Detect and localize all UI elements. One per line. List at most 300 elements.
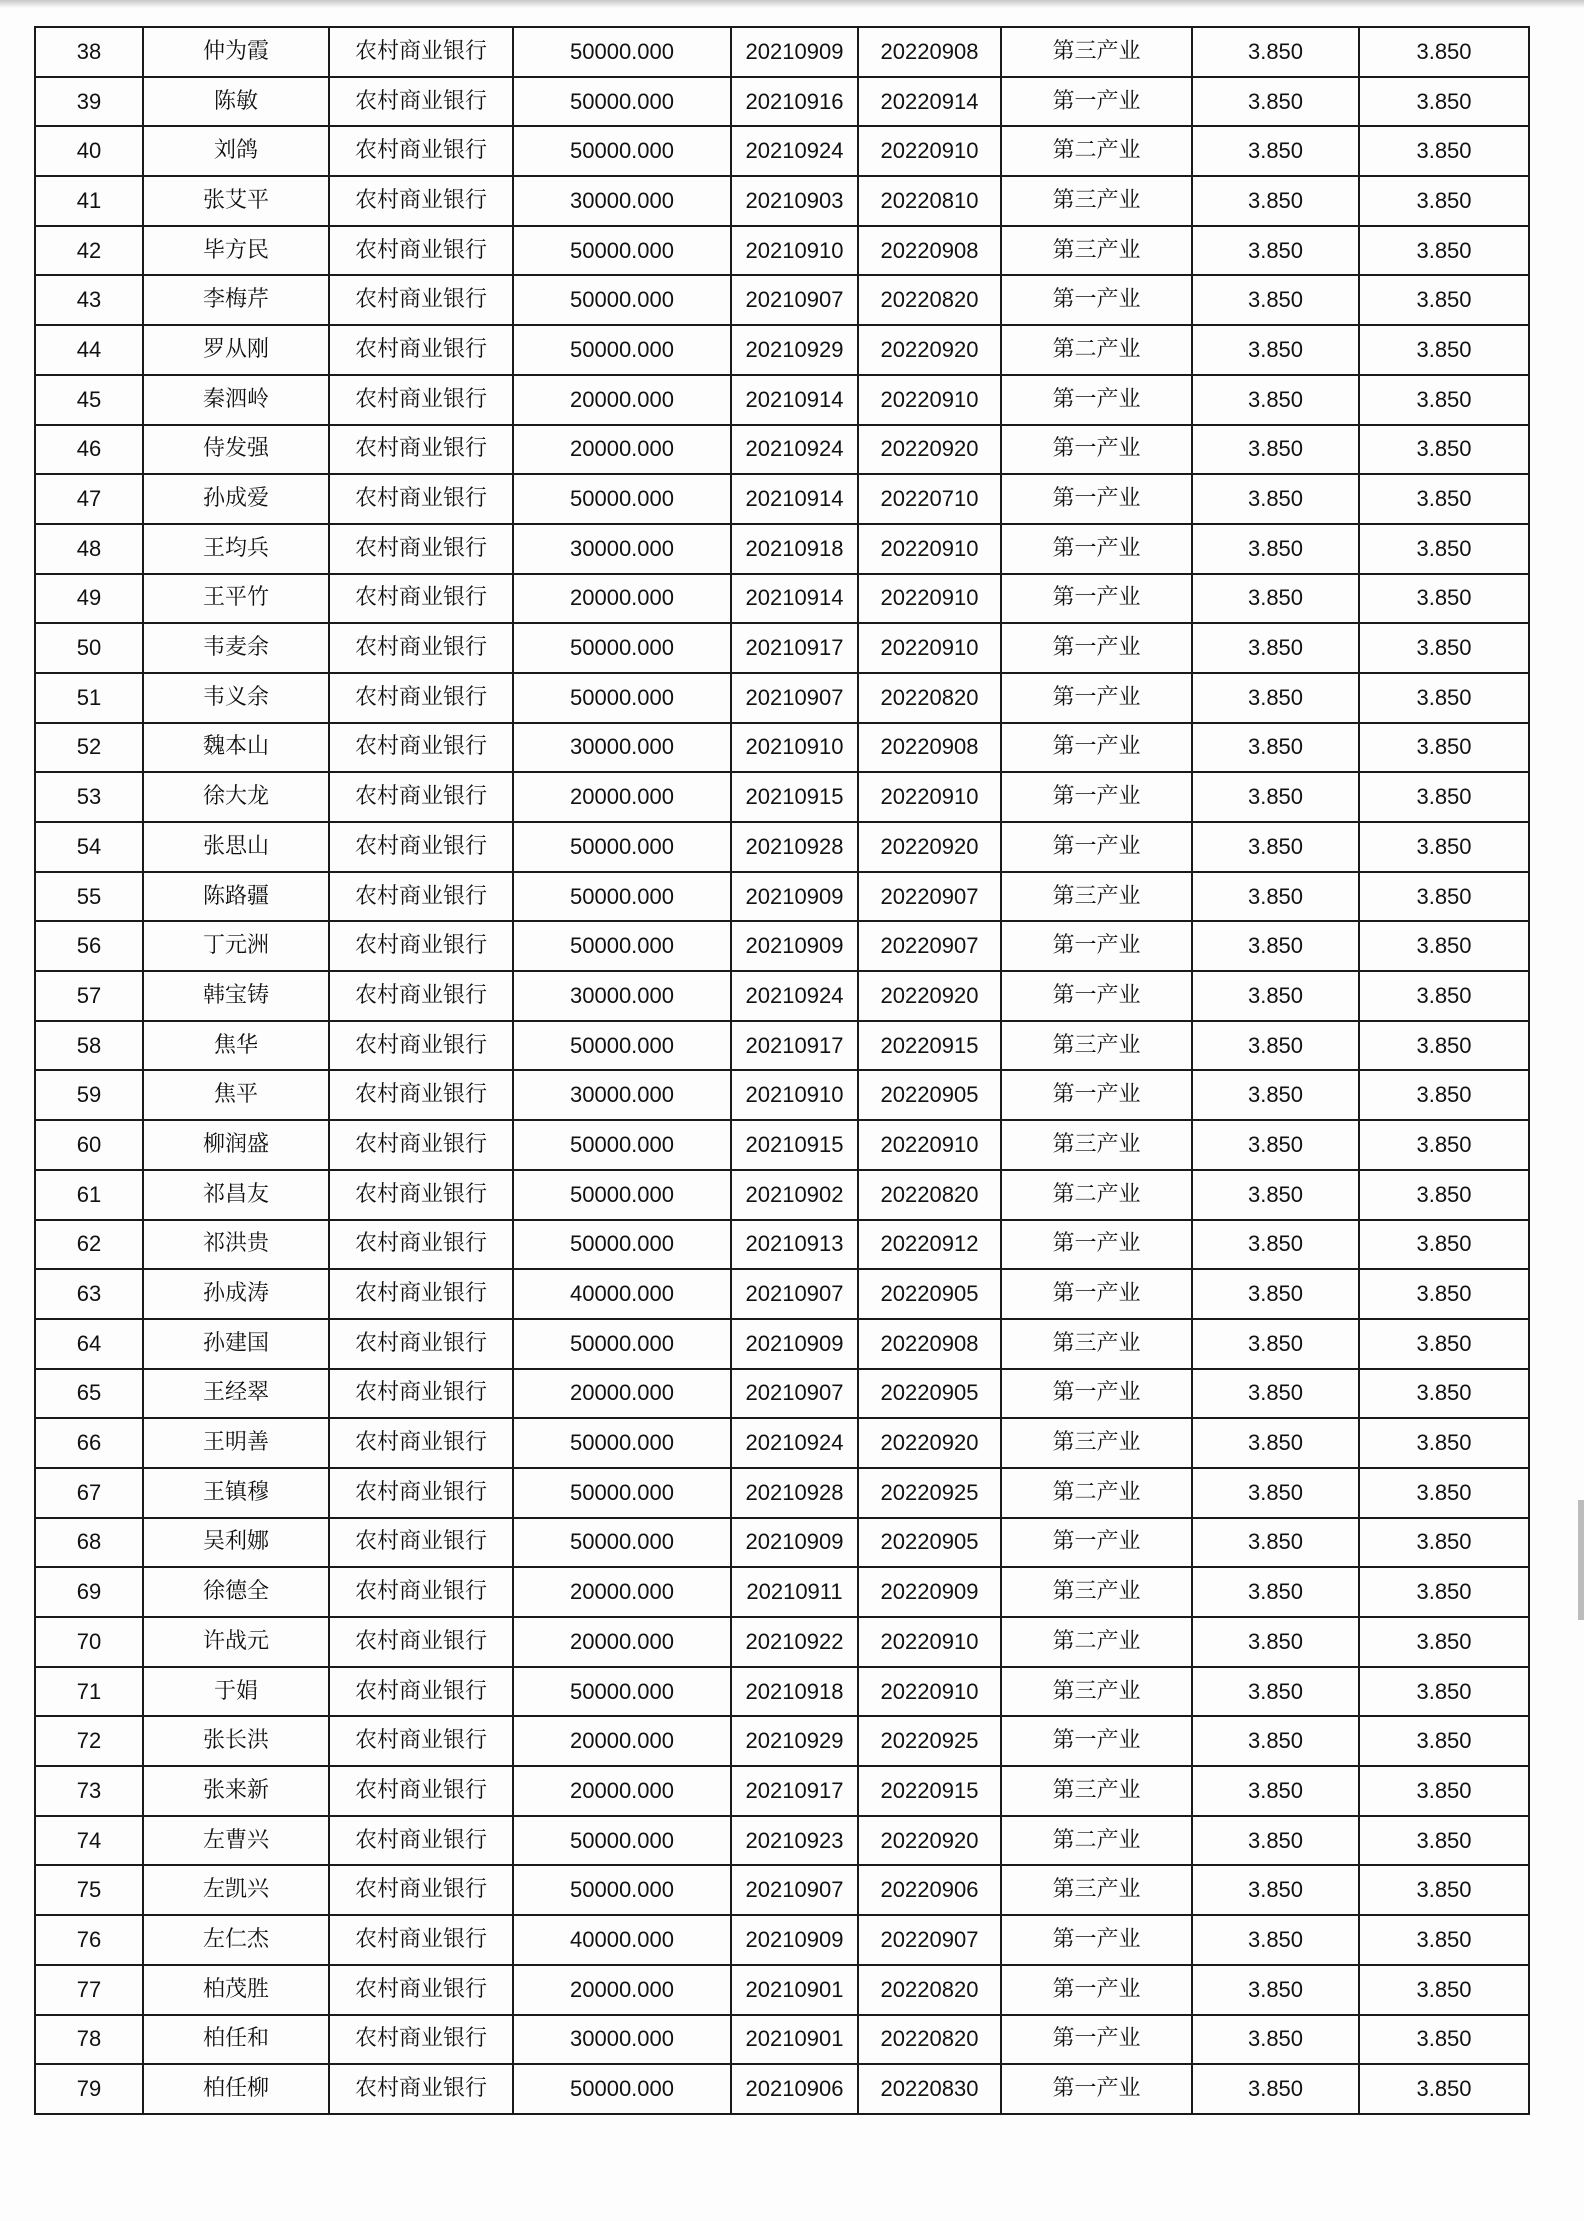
industry-cell: 第三产业	[1001, 1418, 1192, 1468]
row-number-cell: 79	[35, 2064, 143, 2114]
industry-cell: 第一产业	[1001, 1070, 1192, 1120]
loan-amount-cell: 20000.000	[513, 425, 731, 475]
industry-cell: 第一产业	[1001, 673, 1192, 723]
start-date-cell: 20210928	[731, 822, 858, 872]
borrower-name-cell: 陈路疆	[143, 872, 329, 922]
row-number-cell: 53	[35, 772, 143, 822]
scan-shadow-top	[0, 0, 1584, 8]
row-number-cell: 59	[35, 1070, 143, 1120]
bank-cell: 农村商业银行	[329, 375, 513, 425]
bank-cell: 农村商业银行	[329, 275, 513, 325]
row-number-cell: 58	[35, 1021, 143, 1071]
borrower-name-cell: 柏任和	[143, 2015, 329, 2065]
borrower-name-cell: 罗从刚	[143, 325, 329, 375]
row-number-cell: 48	[35, 524, 143, 574]
end-date-cell: 20220910	[858, 524, 1001, 574]
loan-amount-cell: 50000.000	[513, 2064, 731, 2114]
industry-cell: 第三产业	[1001, 1567, 1192, 1617]
start-date-cell: 20210907	[731, 275, 858, 325]
start-date-cell: 20210924	[731, 971, 858, 1021]
borrower-name-cell: 陈敏	[143, 77, 329, 127]
rate-cell: 3.850	[1192, 425, 1359, 475]
industry-cell: 第一产业	[1001, 1915, 1192, 1965]
row-number-cell: 60	[35, 1120, 143, 1170]
table-row	[35, 1518, 1529, 1568]
end-date-cell: 20220910	[858, 375, 1001, 425]
row-number-cell: 43	[35, 275, 143, 325]
start-date-cell: 20210917	[731, 1766, 858, 1816]
end-date-cell: 20220920	[858, 425, 1001, 475]
start-date-cell: 20210922	[731, 1617, 858, 1667]
rate-cell: 3.850	[1192, 1518, 1359, 1568]
borrower-name-cell: 柳润盛	[143, 1120, 329, 1170]
bank-cell: 农村商业银行	[329, 126, 513, 176]
rate-cell-secondary: 3.850	[1359, 1468, 1529, 1518]
loan-amount-cell: 50000.000	[513, 77, 731, 127]
end-date-cell: 20220820	[858, 673, 1001, 723]
loan-amount-cell: 30000.000	[513, 723, 731, 773]
loan-amount-cell: 30000.000	[513, 1070, 731, 1120]
bank-cell: 农村商业银行	[329, 1170, 513, 1220]
loan-amount-cell: 50000.000	[513, 1418, 731, 1468]
table-row	[35, 1865, 1529, 1915]
end-date-cell: 20220910	[858, 1120, 1001, 1170]
industry-cell: 第一产业	[1001, 723, 1192, 773]
table-row	[35, 723, 1529, 773]
rate-cell-secondary: 3.850	[1359, 872, 1529, 922]
rate-cell-secondary: 3.850	[1359, 1021, 1529, 1071]
loan-amount-cell: 50000.000	[513, 1120, 731, 1170]
loan-amount-cell: 20000.000	[513, 1766, 731, 1816]
row-number-cell: 73	[35, 1766, 143, 1816]
end-date-cell: 20220830	[858, 2064, 1001, 2114]
industry-cell: 第一产业	[1001, 2064, 1192, 2114]
industry-cell: 第三产业	[1001, 1319, 1192, 1369]
row-number-cell: 47	[35, 474, 143, 524]
borrower-name-cell: 李梅芹	[143, 275, 329, 325]
loan-amount-cell: 50000.000	[513, 673, 731, 723]
start-date-cell: 20210924	[731, 425, 858, 475]
rate-cell: 3.850	[1192, 872, 1359, 922]
rate-cell: 3.850	[1192, 1965, 1359, 2015]
borrower-name-cell: 张艾平	[143, 176, 329, 226]
end-date-cell: 20220908	[858, 1319, 1001, 1369]
rate-cell: 3.850	[1192, 1468, 1359, 1518]
borrower-name-cell: 毕方民	[143, 226, 329, 276]
loan-amount-cell: 20000.000	[513, 574, 731, 624]
rate-cell-secondary: 3.850	[1359, 822, 1529, 872]
rate-cell-secondary: 3.850	[1359, 723, 1529, 773]
bank-cell: 农村商业银行	[329, 1120, 513, 1170]
table-row	[35, 275, 1529, 325]
end-date-cell: 20220920	[858, 971, 1001, 1021]
bank-cell: 农村商业银行	[329, 1766, 513, 1816]
bank-cell: 农村商业银行	[329, 1518, 513, 1568]
loan-amount-cell: 20000.000	[513, 1617, 731, 1667]
end-date-cell: 20220910	[858, 1617, 1001, 1667]
borrower-name-cell: 张思山	[143, 822, 329, 872]
rate-cell: 3.850	[1192, 176, 1359, 226]
rate-cell: 3.850	[1192, 325, 1359, 375]
loan-amount-cell: 50000.000	[513, 1518, 731, 1568]
start-date-cell: 20210906	[731, 2064, 858, 2114]
start-date-cell: 20210910	[731, 226, 858, 276]
row-number-cell: 46	[35, 425, 143, 475]
industry-cell: 第三产业	[1001, 1120, 1192, 1170]
industry-cell: 第一产业	[1001, 623, 1192, 673]
rate-cell-secondary: 3.850	[1359, 524, 1529, 574]
table-row	[35, 27, 1529, 77]
rate-cell: 3.850	[1192, 921, 1359, 971]
end-date-cell: 20220914	[858, 77, 1001, 127]
row-number-cell: 62	[35, 1220, 143, 1270]
end-date-cell: 20220710	[858, 474, 1001, 524]
end-date-cell: 20220910	[858, 623, 1001, 673]
start-date-cell: 20210909	[731, 921, 858, 971]
rate-cell-secondary: 3.850	[1359, 1418, 1529, 1468]
start-date-cell: 20210902	[731, 1170, 858, 1220]
row-number-cell: 50	[35, 623, 143, 673]
borrower-name-cell: 韦麦余	[143, 623, 329, 673]
start-date-cell: 20210924	[731, 126, 858, 176]
table-row	[35, 474, 1529, 524]
start-date-cell: 20210901	[731, 1965, 858, 2015]
borrower-name-cell: 左仁杰	[143, 1915, 329, 1965]
industry-cell: 第一产业	[1001, 1965, 1192, 2015]
start-date-cell: 20210907	[731, 1865, 858, 1915]
start-date-cell: 20210928	[731, 1468, 858, 1518]
industry-cell: 第三产业	[1001, 1667, 1192, 1717]
industry-cell: 第三产业	[1001, 176, 1192, 226]
start-date-cell: 20210910	[731, 723, 858, 773]
loan-amount-cell: 50000.000	[513, 1319, 731, 1369]
row-number-cell: 61	[35, 1170, 143, 1220]
end-date-cell: 20220906	[858, 1865, 1001, 1915]
table-row	[35, 375, 1529, 425]
start-date-cell: 20210923	[731, 1816, 858, 1866]
rate-cell-secondary: 3.850	[1359, 673, 1529, 723]
rate-cell: 3.850	[1192, 1021, 1359, 1071]
table-row	[35, 1369, 1529, 1419]
loan-amount-cell: 50000.000	[513, 1220, 731, 1270]
rate-cell: 3.850	[1192, 1716, 1359, 1766]
row-number-cell: 68	[35, 1518, 143, 1568]
industry-cell: 第二产业	[1001, 1816, 1192, 1866]
loan-amount-cell: 30000.000	[513, 971, 731, 1021]
rate-cell: 3.850	[1192, 2015, 1359, 2065]
rate-cell-secondary: 3.850	[1359, 1865, 1529, 1915]
end-date-cell: 20220910	[858, 574, 1001, 624]
loan-amount-cell: 30000.000	[513, 524, 731, 574]
end-date-cell: 20220920	[858, 1418, 1001, 1468]
industry-cell: 第一产业	[1001, 1369, 1192, 1419]
start-date-cell: 20210909	[731, 27, 858, 77]
end-date-cell: 20220925	[858, 1716, 1001, 1766]
loan-amount-cell: 50000.000	[513, 1865, 731, 1915]
industry-cell: 第一产业	[1001, 1269, 1192, 1319]
loan-amount-cell: 50000.000	[513, 474, 731, 524]
rate-cell: 3.850	[1192, 126, 1359, 176]
rate-cell: 3.850	[1192, 1369, 1359, 1419]
industry-cell: 第三产业	[1001, 1766, 1192, 1816]
row-number-cell: 71	[35, 1667, 143, 1717]
start-date-cell: 20210915	[731, 1120, 858, 1170]
rate-cell: 3.850	[1192, 574, 1359, 624]
rate-cell: 3.850	[1192, 1667, 1359, 1717]
rate-cell-secondary: 3.850	[1359, 921, 1529, 971]
rate-cell-secondary: 3.850	[1359, 226, 1529, 276]
start-date-cell: 20210903	[731, 176, 858, 226]
bank-cell: 农村商业银行	[329, 1220, 513, 1270]
end-date-cell: 20220820	[858, 2015, 1001, 2065]
end-date-cell: 20220810	[858, 176, 1001, 226]
table-row	[35, 1170, 1529, 1220]
table-row	[35, 2064, 1529, 2114]
loan-amount-cell: 50000.000	[513, 226, 731, 276]
industry-cell: 第一产业	[1001, 1220, 1192, 1270]
row-number-cell: 78	[35, 2015, 143, 2065]
borrower-name-cell: 王均兵	[143, 524, 329, 574]
row-number-cell: 56	[35, 921, 143, 971]
row-number-cell: 67	[35, 1468, 143, 1518]
rate-cell-secondary: 3.850	[1359, 623, 1529, 673]
rate-cell: 3.850	[1192, 1766, 1359, 1816]
start-date-cell: 20210909	[731, 1319, 858, 1369]
start-date-cell: 20210918	[731, 1667, 858, 1717]
row-number-cell: 54	[35, 822, 143, 872]
table-row	[35, 872, 1529, 922]
rate-cell: 3.850	[1192, 772, 1359, 822]
rate-cell-secondary: 3.850	[1359, 1269, 1529, 1319]
bank-cell: 农村商业银行	[329, 1865, 513, 1915]
end-date-cell: 20220912	[858, 1220, 1001, 1270]
row-number-cell: 49	[35, 574, 143, 624]
end-date-cell: 20220910	[858, 772, 1001, 822]
end-date-cell: 20220905	[858, 1369, 1001, 1419]
industry-cell: 第一产业	[1001, 971, 1192, 1021]
bank-cell: 农村商业银行	[329, 1965, 513, 2015]
industry-cell: 第二产业	[1001, 126, 1192, 176]
rate-cell: 3.850	[1192, 1915, 1359, 1965]
borrower-name-cell: 秦泗岭	[143, 375, 329, 425]
rate-cell-secondary: 3.850	[1359, 1915, 1529, 1965]
rate-cell: 3.850	[1192, 474, 1359, 524]
bank-cell: 农村商业银行	[329, 1816, 513, 1866]
loan-amount-cell: 20000.000	[513, 1369, 731, 1419]
rate-cell-secondary: 3.850	[1359, 1070, 1529, 1120]
bank-cell: 农村商业银行	[329, 1418, 513, 1468]
borrower-name-cell: 刘鸽	[143, 126, 329, 176]
table-row	[35, 1269, 1529, 1319]
rate-cell: 3.850	[1192, 1418, 1359, 1468]
bank-cell: 农村商业银行	[329, 1915, 513, 1965]
bank-cell: 农村商业银行	[329, 524, 513, 574]
loan-amount-cell: 50000.000	[513, 623, 731, 673]
row-number-cell: 51	[35, 673, 143, 723]
industry-cell: 第三产业	[1001, 1865, 1192, 1915]
borrower-name-cell: 于娟	[143, 1667, 329, 1717]
borrower-name-cell: 孙建国	[143, 1319, 329, 1369]
row-number-cell: 70	[35, 1617, 143, 1667]
industry-cell: 第一产业	[1001, 474, 1192, 524]
rate-cell-secondary: 3.850	[1359, 1716, 1529, 1766]
borrower-name-cell: 吴利娜	[143, 1518, 329, 1568]
bank-cell: 农村商业银行	[329, 971, 513, 1021]
scan-shadow-right	[1578, 1500, 1584, 1620]
end-date-cell: 20220915	[858, 1021, 1001, 1071]
rate-cell-secondary: 3.850	[1359, 1965, 1529, 2015]
rate-cell: 3.850	[1192, 375, 1359, 425]
loan-amount-cell: 30000.000	[513, 2015, 731, 2065]
rate-cell: 3.850	[1192, 623, 1359, 673]
rate-cell: 3.850	[1192, 1170, 1359, 1220]
industry-cell: 第二产业	[1001, 325, 1192, 375]
borrower-name-cell: 柏任柳	[143, 2064, 329, 2114]
table-row	[35, 1567, 1529, 1617]
end-date-cell: 20220908	[858, 27, 1001, 77]
end-date-cell: 20220925	[858, 1468, 1001, 1518]
borrower-name-cell: 丁元洲	[143, 921, 329, 971]
rate-cell-secondary: 3.850	[1359, 77, 1529, 127]
start-date-cell: 20210917	[731, 1021, 858, 1071]
industry-cell: 第一产业	[1001, 375, 1192, 425]
bank-cell: 农村商业银行	[329, 822, 513, 872]
loan-amount-cell: 50000.000	[513, 1667, 731, 1717]
industry-cell: 第一产业	[1001, 574, 1192, 624]
rate-cell: 3.850	[1192, 226, 1359, 276]
start-date-cell: 20210916	[731, 77, 858, 127]
table-row	[35, 1965, 1529, 2015]
rate-cell: 3.850	[1192, 822, 1359, 872]
rate-cell-secondary: 3.850	[1359, 971, 1529, 1021]
start-date-cell: 20210909	[731, 1915, 858, 1965]
rate-cell: 3.850	[1192, 1567, 1359, 1617]
industry-cell: 第一产业	[1001, 275, 1192, 325]
borrower-name-cell: 孙成爱	[143, 474, 329, 524]
borrower-name-cell: 左曹兴	[143, 1816, 329, 1866]
bank-cell: 农村商业银行	[329, 1021, 513, 1071]
start-date-cell: 20210909	[731, 1518, 858, 1568]
industry-cell: 第二产业	[1001, 1617, 1192, 1667]
end-date-cell: 20220905	[858, 1070, 1001, 1120]
bank-cell: 农村商业银行	[329, 623, 513, 673]
borrower-name-cell: 徐德全	[143, 1567, 329, 1617]
table-row	[35, 1667, 1529, 1717]
bank-cell: 农村商业银行	[329, 1369, 513, 1419]
borrower-name-cell: 仲为霞	[143, 27, 329, 77]
end-date-cell: 20220920	[858, 822, 1001, 872]
start-date-cell: 20210918	[731, 524, 858, 574]
rate-cell-secondary: 3.850	[1359, 126, 1529, 176]
rate-cell-secondary: 3.850	[1359, 1567, 1529, 1617]
table-row	[35, 1220, 1529, 1270]
table-row	[35, 325, 1529, 375]
rate-cell-secondary: 3.850	[1359, 1766, 1529, 1816]
table-row	[35, 176, 1529, 226]
loan-amount-cell: 50000.000	[513, 1021, 731, 1071]
table-row	[35, 126, 1529, 176]
borrower-name-cell: 张长洪	[143, 1716, 329, 1766]
rate-cell-secondary: 3.850	[1359, 1667, 1529, 1717]
row-number-cell: 55	[35, 872, 143, 922]
industry-cell: 第三产业	[1001, 27, 1192, 77]
borrower-name-cell: 王经翠	[143, 1369, 329, 1419]
start-date-cell: 20210914	[731, 375, 858, 425]
industry-cell: 第一产业	[1001, 921, 1192, 971]
start-date-cell: 20210901	[731, 2015, 858, 2065]
rate-cell: 3.850	[1192, 723, 1359, 773]
rate-cell: 3.850	[1192, 673, 1359, 723]
end-date-cell: 20220820	[858, 1965, 1001, 2015]
borrower-name-cell: 韩宝铸	[143, 971, 329, 1021]
bank-cell: 农村商业银行	[329, 2015, 513, 2065]
start-date-cell: 20210907	[731, 1269, 858, 1319]
row-number-cell: 76	[35, 1915, 143, 1965]
bank-cell: 农村商业银行	[329, 176, 513, 226]
row-number-cell: 45	[35, 375, 143, 425]
end-date-cell: 20220820	[858, 1170, 1001, 1220]
rate-cell: 3.850	[1192, 1269, 1359, 1319]
end-date-cell: 20220920	[858, 325, 1001, 375]
table-row	[35, 1716, 1529, 1766]
loan-amount-cell: 50000.000	[513, 275, 731, 325]
end-date-cell: 20220908	[858, 226, 1001, 276]
table-row	[35, 623, 1529, 673]
rate-cell-secondary: 3.850	[1359, 574, 1529, 624]
borrower-name-cell: 王明善	[143, 1418, 329, 1468]
end-date-cell: 20220907	[858, 1915, 1001, 1965]
row-number-cell: 57	[35, 971, 143, 1021]
bank-cell: 农村商业银行	[329, 2064, 513, 2114]
rate-cell-secondary: 3.850	[1359, 1120, 1529, 1170]
start-date-cell: 20210907	[731, 1369, 858, 1419]
rate-cell-secondary: 3.850	[1359, 1369, 1529, 1419]
rate-cell: 3.850	[1192, 27, 1359, 77]
start-date-cell: 20210909	[731, 872, 858, 922]
table-row	[35, 1021, 1529, 1071]
table-row	[35, 673, 1529, 723]
rate-cell: 3.850	[1192, 2064, 1359, 2114]
borrower-name-cell: 左凯兴	[143, 1865, 329, 1915]
rate-cell: 3.850	[1192, 1220, 1359, 1270]
row-number-cell: 52	[35, 723, 143, 773]
rate-cell-secondary: 3.850	[1359, 2064, 1529, 2114]
row-number-cell: 44	[35, 325, 143, 375]
table-row	[35, 1915, 1529, 1965]
rate-cell-secondary: 3.850	[1359, 1816, 1529, 1866]
rate-cell: 3.850	[1192, 1617, 1359, 1667]
loan-amount-cell: 50000.000	[513, 325, 731, 375]
row-number-cell: 77	[35, 1965, 143, 2015]
loan-amount-cell: 50000.000	[513, 1170, 731, 1220]
borrower-name-cell: 魏本山	[143, 723, 329, 773]
industry-cell: 第一产业	[1001, 524, 1192, 574]
end-date-cell: 20220820	[858, 275, 1001, 325]
start-date-cell: 20210915	[731, 772, 858, 822]
borrower-name-cell: 侍发强	[143, 425, 329, 475]
table-row	[35, 1319, 1529, 1369]
table-row	[35, 772, 1529, 822]
rate-cell-secondary: 3.850	[1359, 1170, 1529, 1220]
bank-cell: 农村商业银行	[329, 772, 513, 822]
rate-cell-secondary: 3.850	[1359, 375, 1529, 425]
ledger-body	[35, 27, 1529, 2114]
bank-cell: 农村商业银行	[329, 325, 513, 375]
borrower-name-cell: 张来新	[143, 1766, 329, 1816]
end-date-cell: 20220908	[858, 723, 1001, 773]
row-number-cell: 64	[35, 1319, 143, 1369]
rate-cell: 3.850	[1192, 1816, 1359, 1866]
